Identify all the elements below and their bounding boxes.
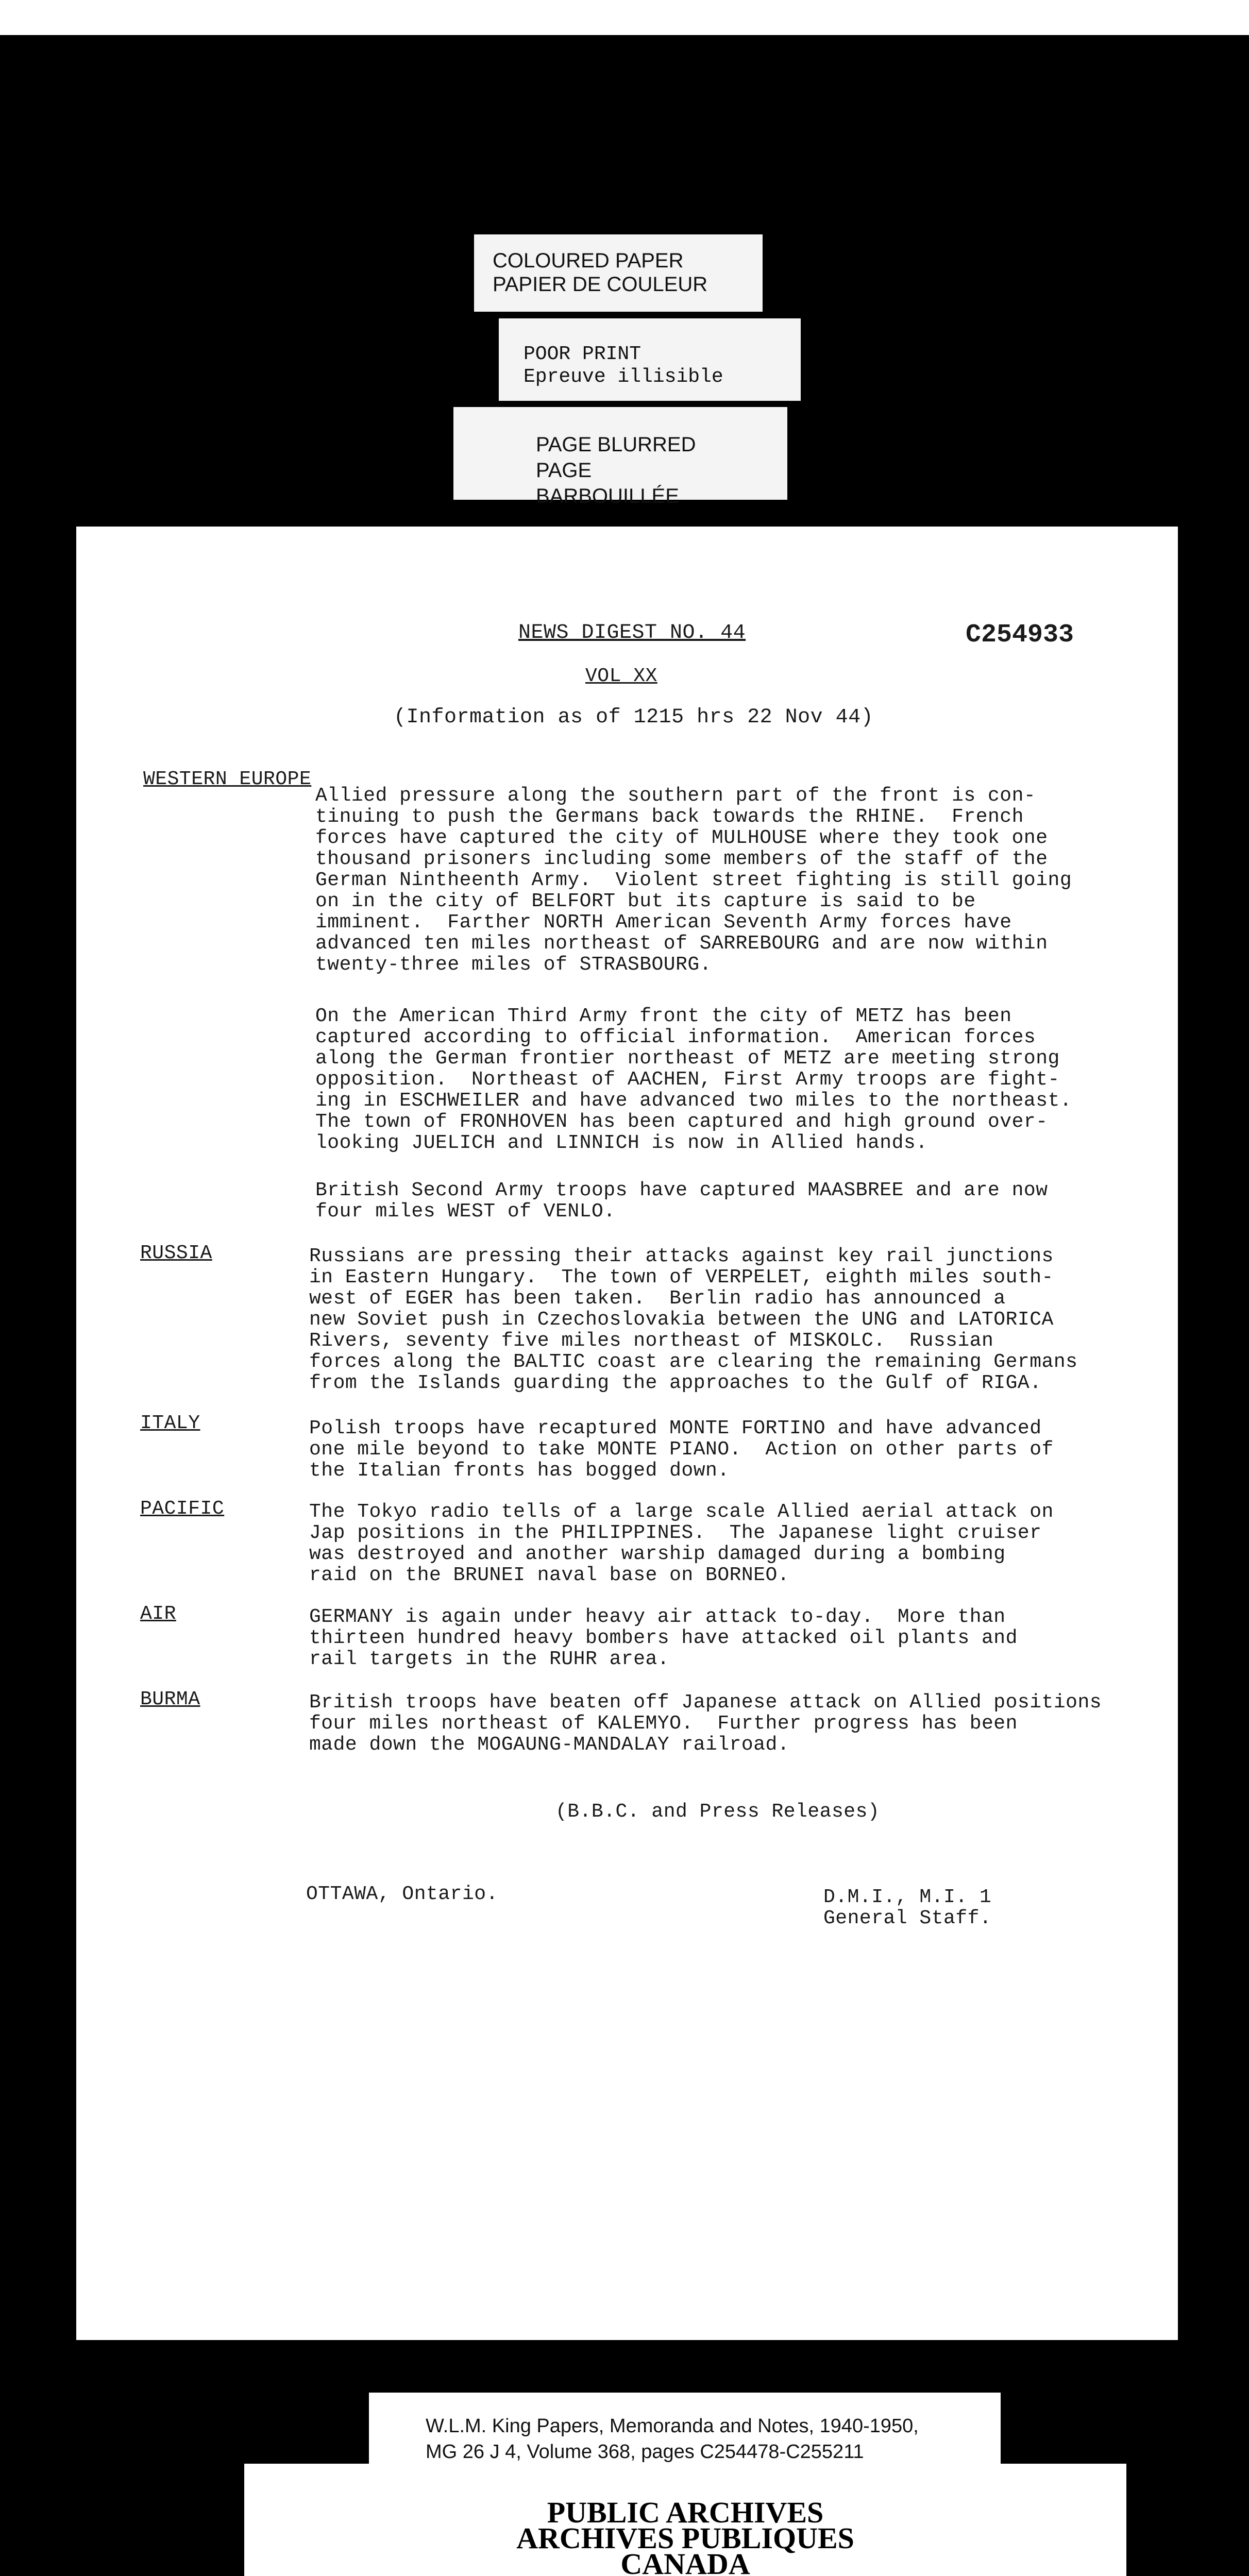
section-body-burma (309, 1692, 1102, 1755)
section-heading-burma: BURMA (140, 1688, 200, 1710)
text-line: Allied pressure along the southern part of the front is con- (315, 785, 1036, 807)
document-title: NEWS DIGEST NO. 44 (518, 621, 746, 645)
section-body-italy (309, 1418, 1054, 1481)
text-line: The Tokyo radio tells of a large scale Allied aerial attack on (309, 1501, 1054, 1523)
text-line: along the German frontier northeast of METZ are meeting strong (315, 1047, 1060, 1070)
text-line: opposition. Northeast of AACHEN, First Army troops are fight- (315, 1069, 1060, 1091)
citation-line: W.L.M. King Papers, Memoranda and Notes, 1940-1950, (426, 2415, 919, 2437)
section-heading-pacific: PACIFIC (140, 1498, 225, 1520)
section-heading-western-europe: WESTERN EUROPE (143, 768, 312, 790)
text-line: thirteen hundred heavy bombers have attacked oil plants and (309, 1627, 1018, 1649)
signature-block (823, 1887, 991, 1929)
source-note: (B.B.C. and Press Releases) (555, 1801, 880, 1823)
signature-line: D.M.I., M.I. 1 (823, 1886, 992, 1908)
text-line: Polish troops have recaptured MONTE FORTINO and have advanced (309, 1417, 1042, 1439)
text-line: Rivers, seventy five miles northeast of MISKOLC. Russian (309, 1330, 994, 1352)
section-body-air (309, 1606, 1018, 1670)
section-body-western-europe (315, 785, 1072, 975)
archives-line: CANADA (620, 2547, 750, 2576)
poor-print-label (499, 318, 801, 401)
coloured-paper-label (474, 234, 763, 312)
signature-line: General Staff. (823, 1907, 992, 1929)
label-line: Epreuve illisible (524, 366, 723, 388)
text-line: The town of FRONHOVEN has been captured and high ground over- (315, 1111, 1048, 1133)
text-line: GERMANY is again under heavy air attack to-day. More than (309, 1606, 1006, 1628)
text-line: on in the city of BELFORT but its capture is said to be (315, 890, 976, 912)
film-edge (0, 0, 1249, 35)
text-line: was destroyed and another warship damaged during a bombing (309, 1543, 1006, 1565)
section-body-russia (309, 1246, 1077, 1394)
info-line: (Information as of 1215 hrs 22 Nov 44) (394, 706, 874, 729)
label-line: PAGE BLURRED (536, 433, 696, 456)
section-heading-italy: ITALY (140, 1412, 200, 1434)
section-heading-air: AIR (140, 1603, 176, 1625)
section-body-western-europe-2 (315, 1006, 1072, 1154)
text-line: German Nintheenth Army. Violent street fighting is still going (315, 869, 1072, 891)
text-line: made down the MOGAUNG-MANDALAY railroad. (309, 1734, 790, 1756)
label-line: COLOURED PAPER (493, 249, 684, 272)
archives-line: PUBLIC ARCHIVES (547, 2496, 824, 2529)
label-line: POOR PRINT (524, 343, 642, 365)
text-line: raid on the BRUNEI naval base on BORNEO. (309, 1564, 790, 1586)
text-line: from the Islands guarding the approaches to the Gulf of RIGA. (309, 1372, 1042, 1394)
volume-label: VOL XX (585, 665, 657, 687)
text-line: west of EGER has been taken. Berlin radio has announced a (309, 1287, 1006, 1310)
label-line: PAPIER DE COULEUR (493, 273, 708, 296)
text-line: twenty-three miles of STRASBOURG. (315, 954, 712, 976)
text-line: forces along the BALTIC coast are clearing the remaining Germans (309, 1351, 1078, 1373)
text-line: British troops have beaten off Japanese attack on Allied positions (309, 1691, 1102, 1714)
citation-line: MG 26 J 4, Volume 368, pages C254478-C255211 (426, 2441, 864, 2463)
text-line: Jap positions in the PHILIPPINES. The Japanese light cruiser (309, 1522, 1042, 1544)
text-line: new Soviet push in Czechoslovakia between the UNG and LATORICA (309, 1309, 1054, 1331)
text-line: four miles WEST of VENLO. (315, 1200, 616, 1223)
document-page (76, 527, 1178, 2340)
text-line: the Italian fronts has bogged down. (309, 1460, 730, 1482)
document-identifier: C254933 (966, 620, 1074, 650)
section-body-pacific (309, 1501, 1054, 1586)
text-line: Russians are pressing their attacks against key rail junctions (309, 1245, 1054, 1267)
text-line: one mile beyond to take MONTE PIANO. Action on other parts of (309, 1438, 1054, 1461)
text-line: four miles northeast of KALEMYO. Further progress has been (309, 1713, 1018, 1735)
section-body-western-europe-3 (315, 1180, 1048, 1222)
text-line: thousand prisoners including some members of the staff of the (315, 848, 1048, 870)
text-line: in Eastern Hungary. The town of VERPELET, eighth miles south- (309, 1266, 1054, 1289)
text-line: rail targets in the RUHR area. (309, 1648, 670, 1670)
label-line: PAGE BARBOUILLÉE (536, 459, 679, 507)
text-line: imminent. Farther NORTH American Seventh Army forces have (315, 911, 1012, 934)
text-line: On the American Third Army front the city of METZ has been (315, 1005, 1012, 1027)
text-line: ing in ESCHWEILER and have advanced two miles to the northeast. (315, 1090, 1072, 1112)
page-blurred-label (453, 407, 787, 507)
section-heading-russia: RUSSIA (140, 1242, 212, 1264)
text-line: tinuing to push the Germans back towards the RHINE. French (315, 806, 1024, 828)
text-line: captured according to official information. American forces (315, 1026, 1036, 1048)
place-line: OTTAWA, Ontario. (306, 1883, 498, 1905)
text-line: forces have captured the city of MULHOUSE where they took one (315, 827, 1048, 849)
archives-stamp (244, 2464, 1126, 2576)
text-line: advanced ten miles northeast of SARREBOURG and are now within (315, 933, 1048, 955)
text-line: looking JUELICH and LINNICH is now in Allied hands. (315, 1132, 928, 1154)
archives-line: ARCHIVES PUBLIQUES (516, 2521, 854, 2555)
text-line: British Second Army troops have captured MAASBREE and are now (315, 1179, 1048, 1201)
